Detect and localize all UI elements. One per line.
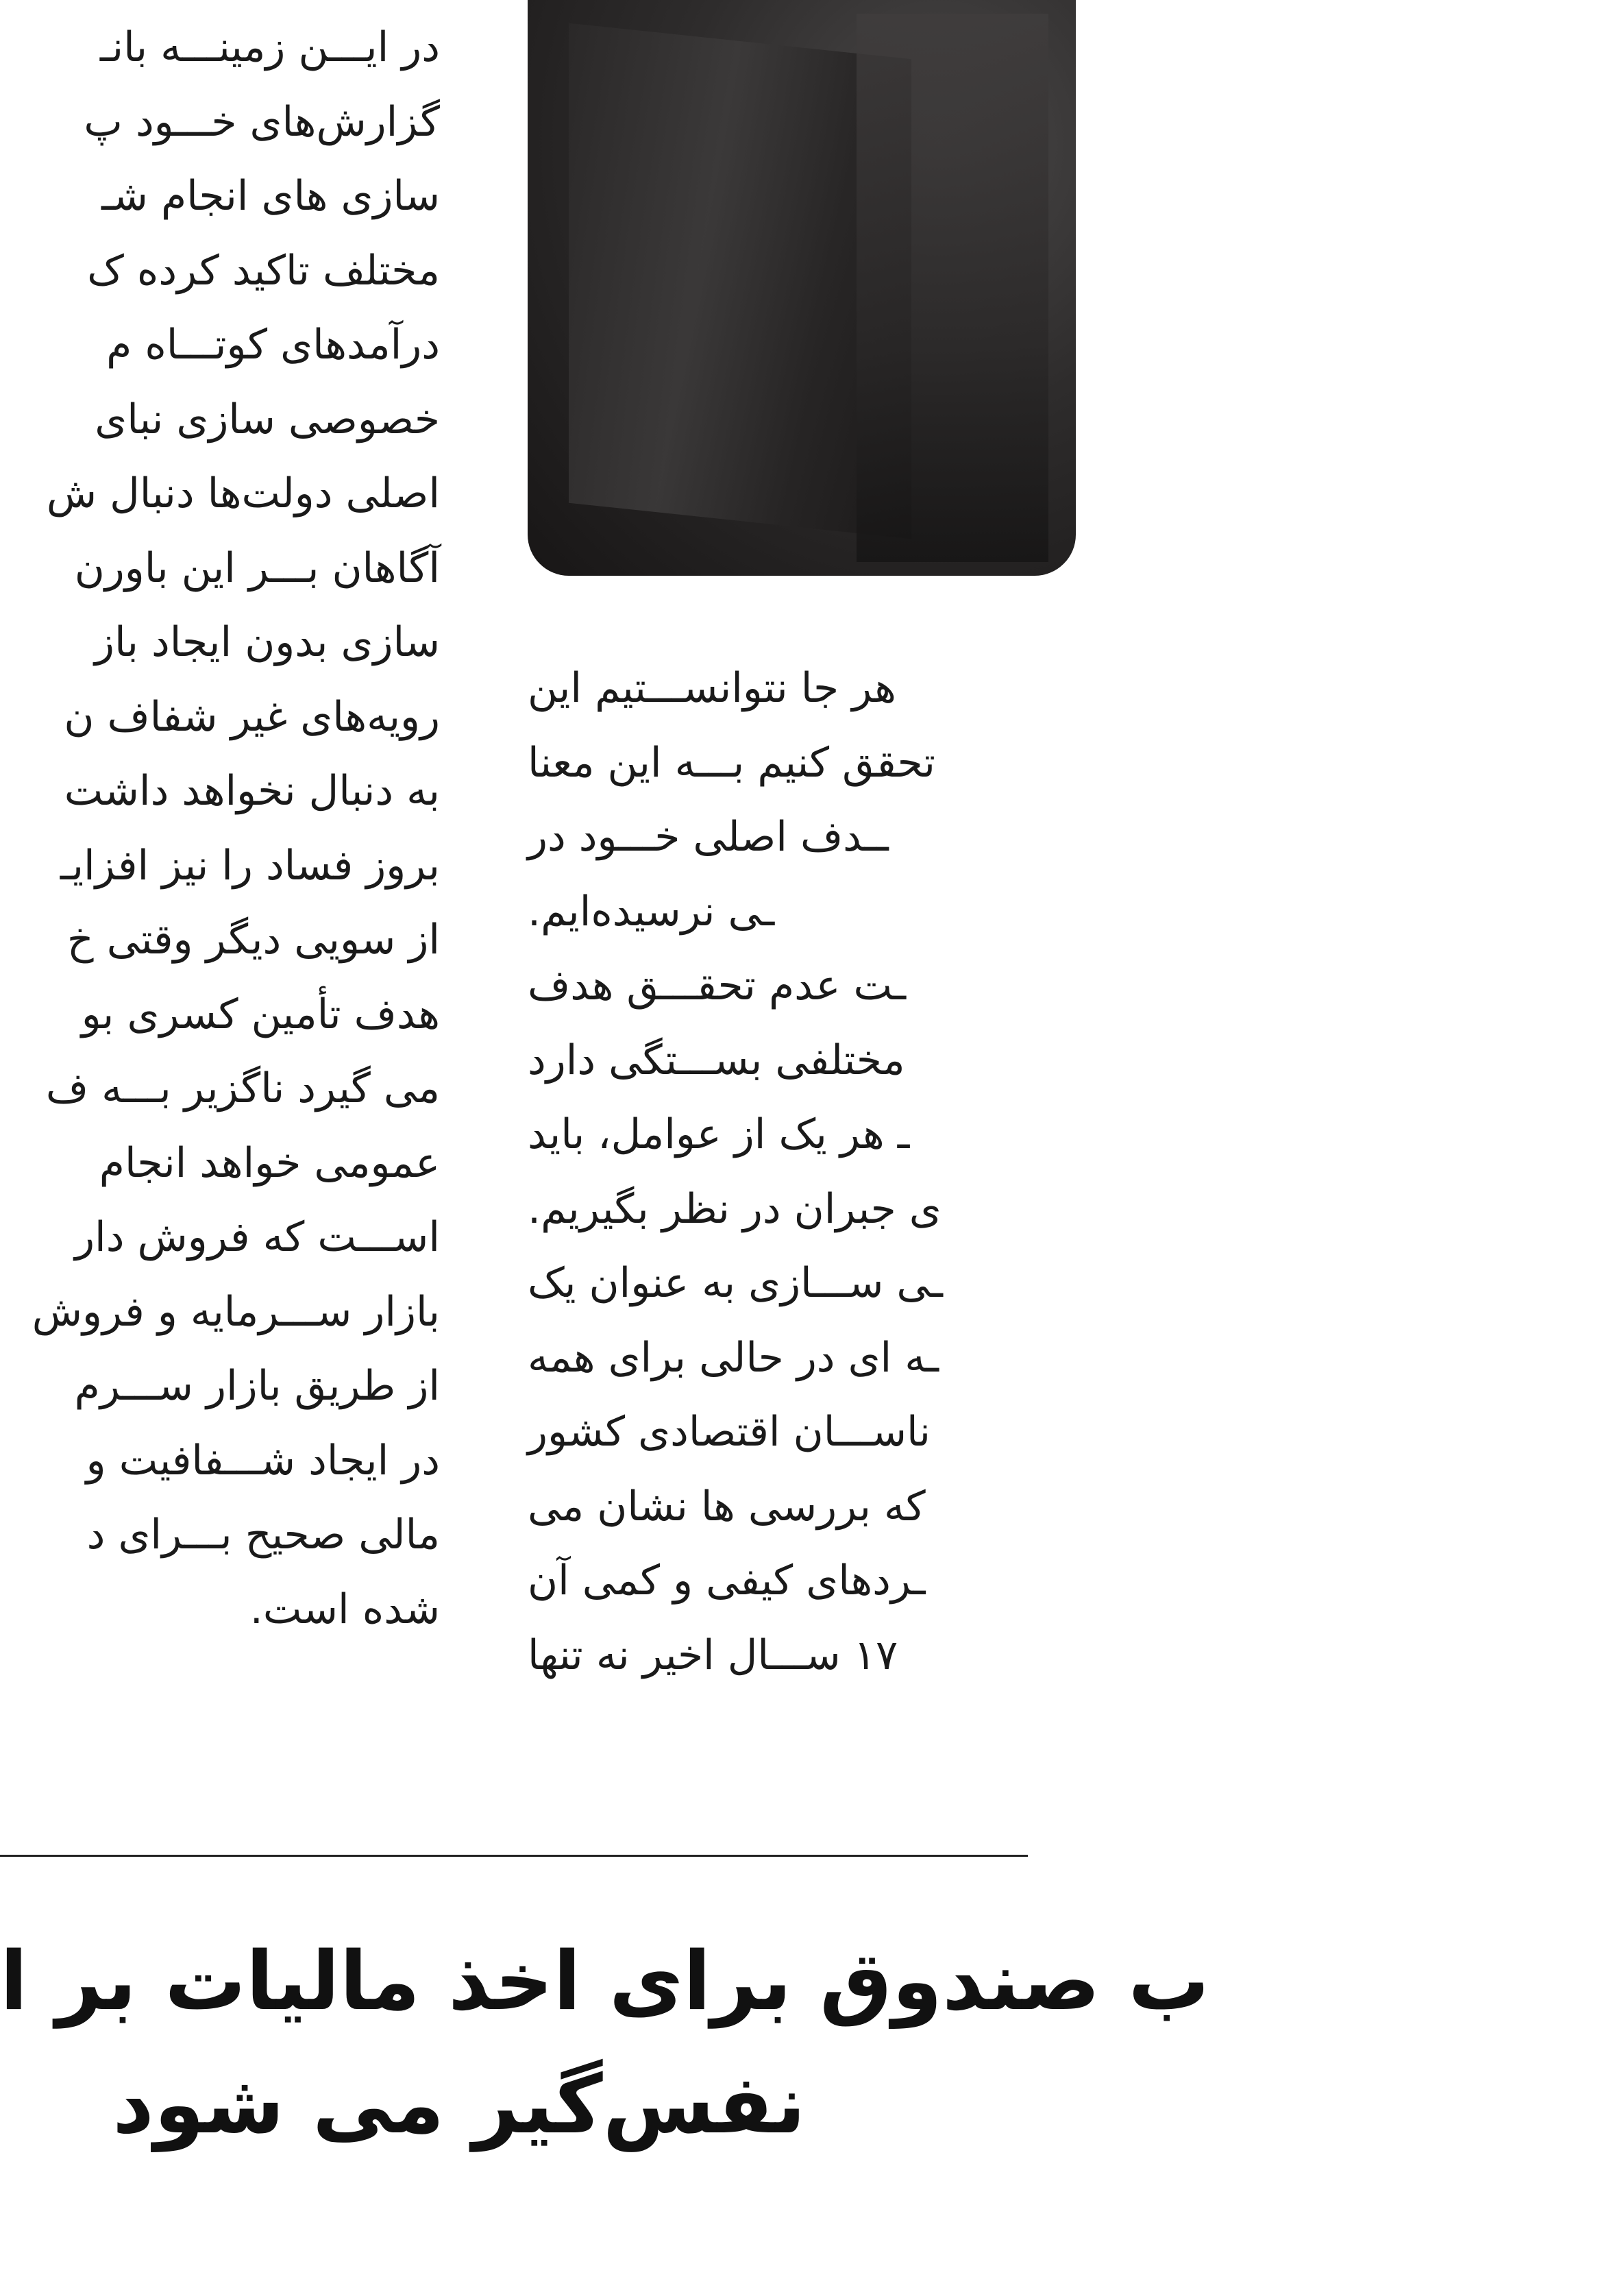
text-line: مختلف تاکید کرده ک [87,246,440,295]
text-line: شده است. [249,1585,440,1633]
text-line: ی جبران در نظر بگیریم. [528,1184,942,1233]
text-line: از سویی دیگر وقتی خ [66,916,440,964]
article-photo [528,0,1076,576]
text-line: ـی نرسیده‌ایم. [528,887,775,936]
headline-line-1: ب صندوق برای اخذ مالیات بر ا [0,1934,1210,2028]
text-line: که بررسی ها نشان می [528,1482,926,1531]
text-line: به دنبال نخواهد داشت [64,767,440,815]
text-line: اصلی دولت‌ها دنبال ش [46,470,440,517]
text-line: ـ هر یک از عوامل، باید [528,1110,910,1158]
text-line: ـی ســـازی به عنوان یک [528,1259,944,1307]
text-line: رویه‌های غیر شفاف ن [64,692,440,741]
headline-line-2-text: نفس‌گیر می شود [112,2057,806,2152]
text-line: درآمدهای کوتـــاه م [106,321,440,369]
photo-light-region [857,14,1048,562]
text-line: در ایـــن زمینـــه بانـ [99,23,440,71]
text-line: تحقق کنیم بـــه این معنا [528,738,935,787]
article-headline [0,1912,1210,2255]
text-line: ۱۷ ســـال اخیر نه تنها [528,1631,898,1679]
text-line: ـت عدم تحقـــق هدف [528,962,907,1010]
right-text-column [528,617,1028,1782]
text-line: گزارش‌های خـــود پ [84,97,440,146]
text-line: عمومی خواهد انجام [99,1138,440,1187]
headline-line-2 [0,2036,1028,2173]
text-line: هدف تأمین کسری بو [81,990,440,1038]
text-line: آگاهان بـــر این باورن [74,544,440,592]
text-line: ـردهای کیفی و کمی آن [528,1557,926,1605]
text-line: بازار ســـرمایه و فروش [32,1287,440,1336]
text-line: مختلفی بســـتگی دارد [528,1036,905,1084]
text-line: مالی صحیح بـــرای د [86,1511,440,1559]
section-divider [0,1855,1028,1857]
text-line: خصوصی سازی نبای [95,395,440,443]
text-line: می گیرد ناگزیر بـــه ف [45,1064,440,1112]
text-line: هر جا نتوانســـتیم این [528,664,896,712]
text-line: ناســـان اقتصادی کشور [528,1408,931,1456]
text-line: اســـت که فروش دار [75,1213,440,1261]
text-line: بروز فساد را نیز افزایـ [60,841,440,890]
text-line: از طریق بازار ســـرم [74,1362,440,1410]
left-text-column [0,0,440,1782]
text-line: سازی بدون ایجاد باز [95,618,440,666]
text-line: سازی های انجام شـ [101,172,440,220]
text-line: در ایجاد شـــفافیت و [86,1436,440,1485]
text-line: ــدف اصلی خـــود در [528,813,889,861]
text-line: ـه ای در حالی برای همه [528,1333,939,1382]
